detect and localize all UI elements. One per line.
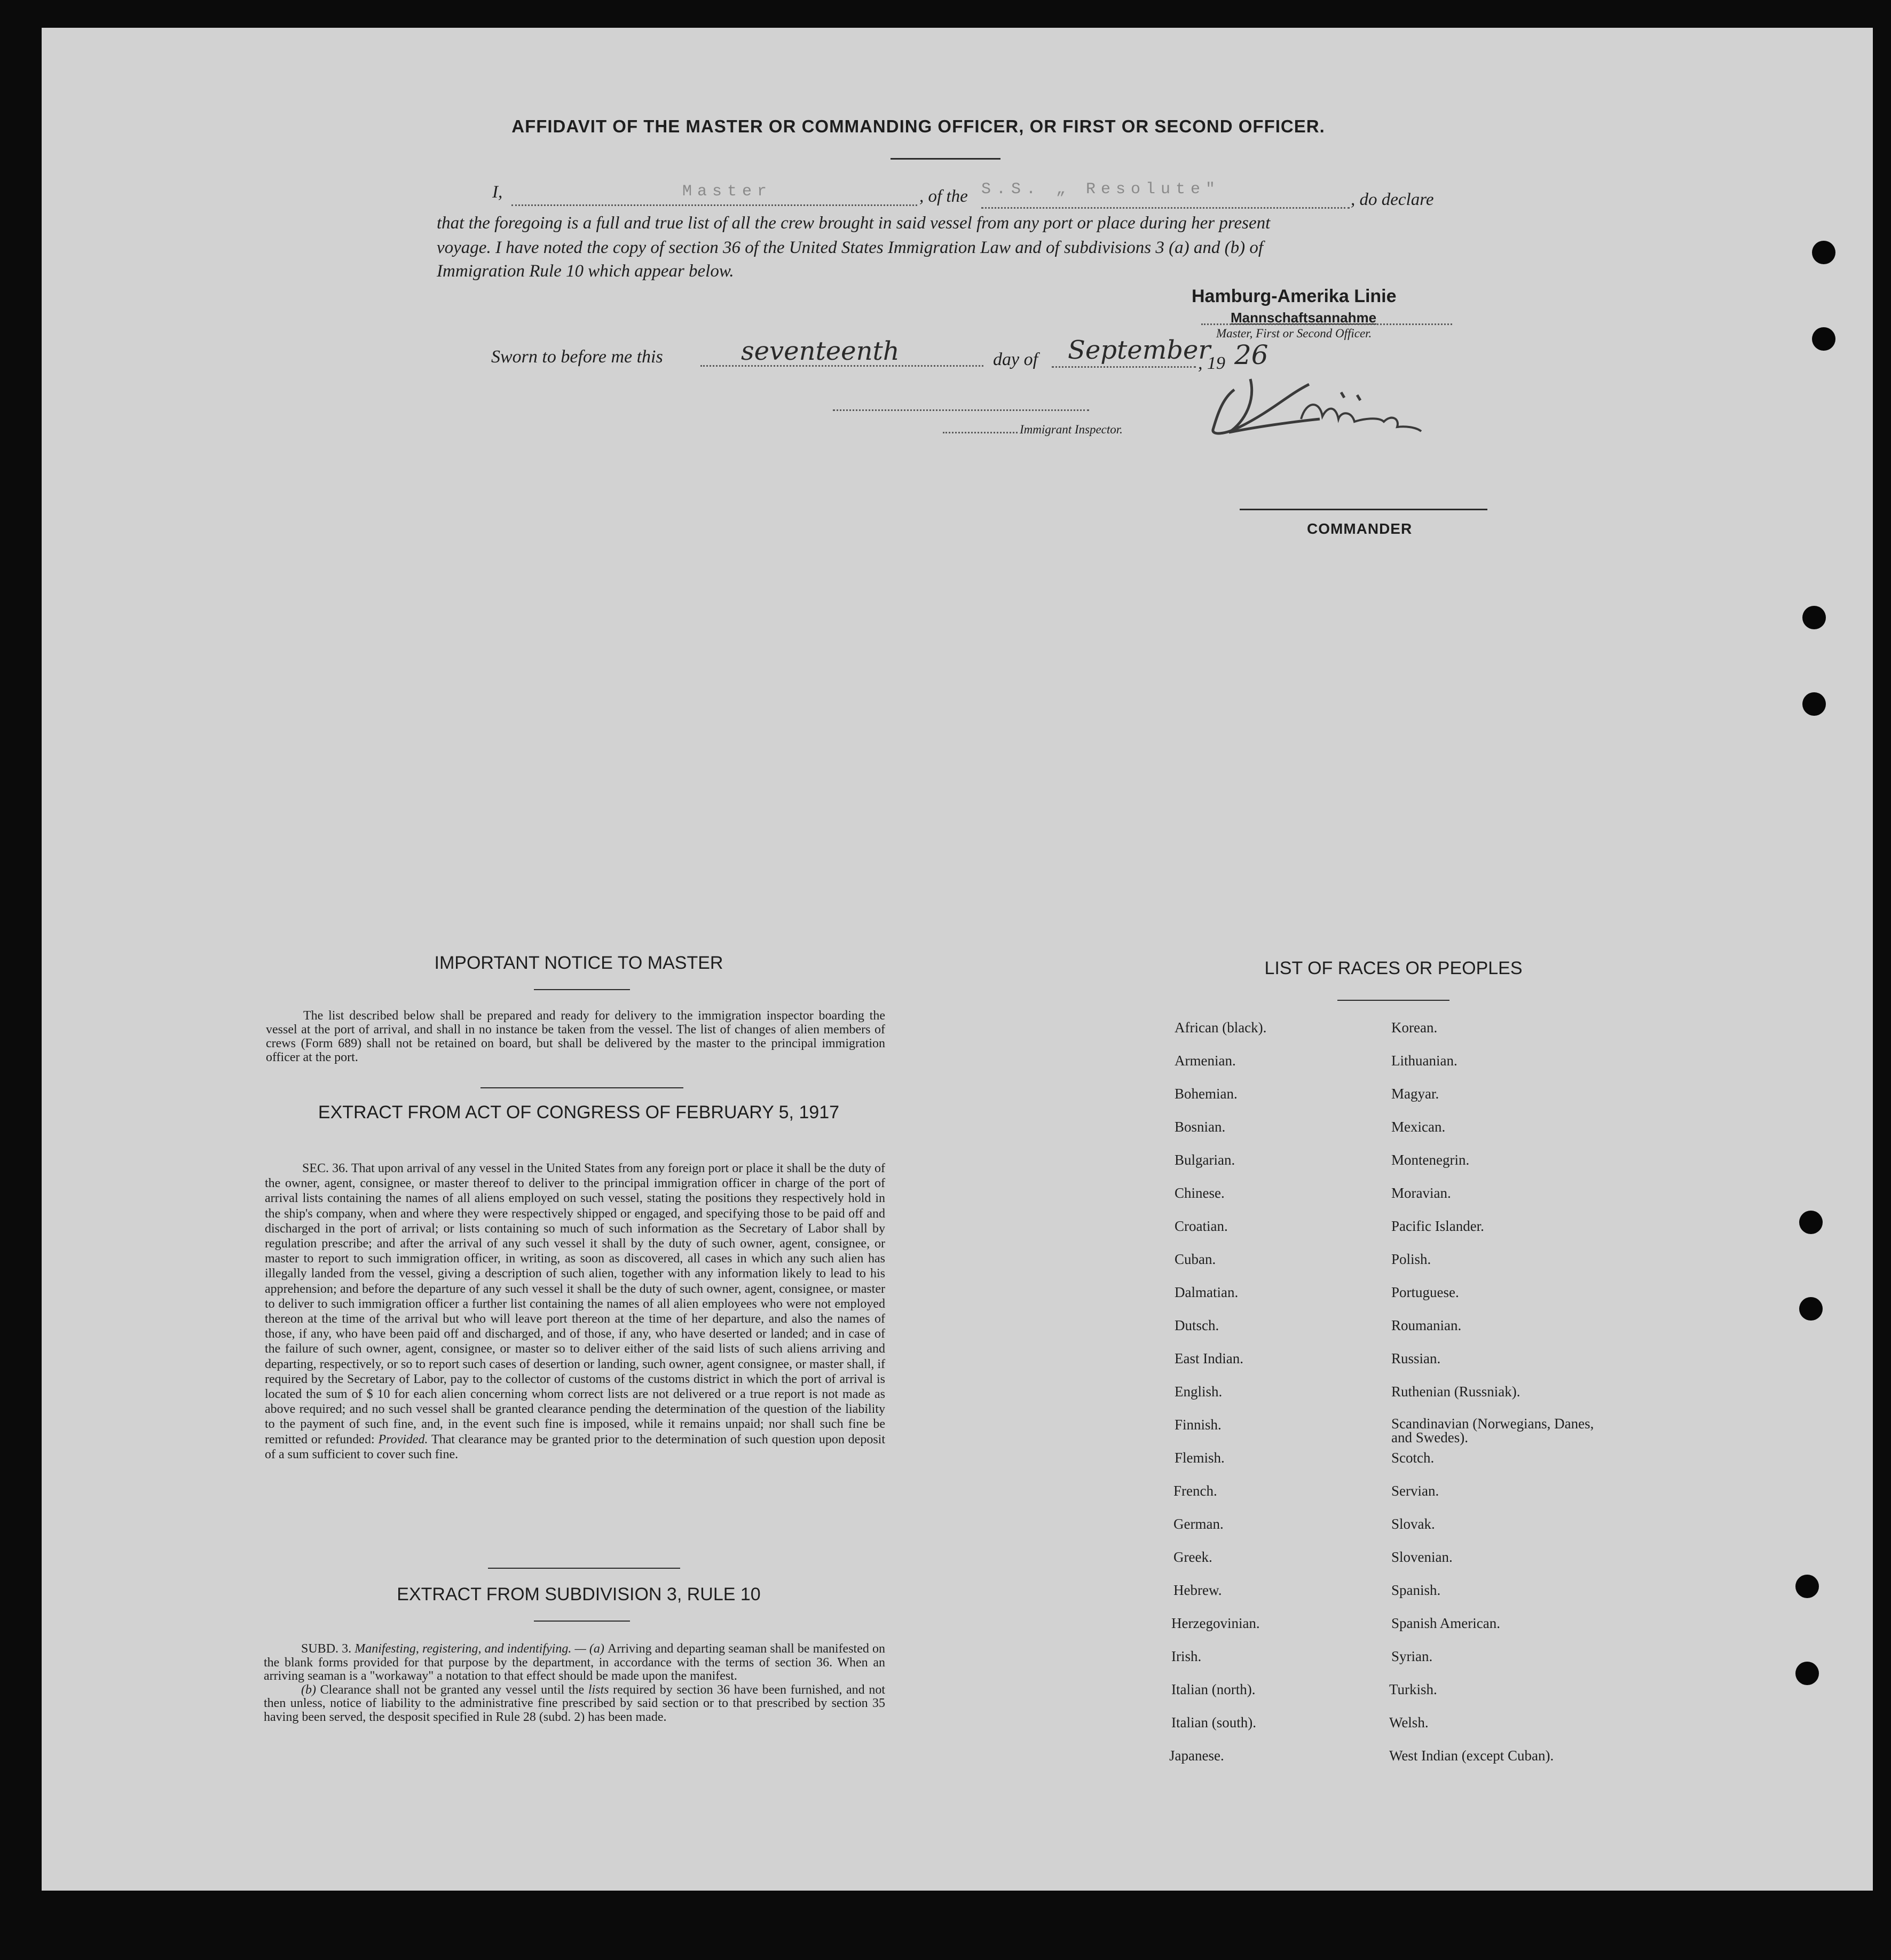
binder-hole bbox=[1812, 241, 1835, 264]
name-field-line bbox=[511, 204, 917, 206]
extract-act-text-end: That clearance may be granted prior to the determination of such question upon deposit of a sum sufficient to cover such fine. bbox=[265, 1432, 885, 1461]
race-item: Slovenian. bbox=[1391, 1549, 1453, 1565]
race-item: Roumanian. bbox=[1391, 1317, 1462, 1333]
subd-b-text: Clearance shall not be granted any vessel until the bbox=[320, 1682, 588, 1697]
race-item: African (black). bbox=[1175, 1019, 1267, 1036]
sworn-day-value: seventeenth bbox=[741, 336, 900, 366]
master-signature-line bbox=[1201, 323, 1452, 325]
extract-divider bbox=[488, 1568, 680, 1569]
race-item: Bulgarian. bbox=[1175, 1152, 1235, 1168]
race-item: Portuguese. bbox=[1391, 1284, 1459, 1300]
extract-act-body bbox=[265, 1161, 885, 1462]
affidavit-text-line-4: Immigration Rule 10 which appear below. bbox=[437, 262, 734, 281]
binder-hole bbox=[1802, 692, 1826, 716]
race-item: German. bbox=[1173, 1516, 1224, 1532]
races-column-1 bbox=[1169, 1019, 1267, 1781]
extract-rule-title-rule bbox=[534, 1621, 630, 1622]
race-item: Dalmatian. bbox=[1175, 1284, 1239, 1300]
race-item: Polish. bbox=[1391, 1251, 1431, 1267]
subd-a-text: Arriving and departing seaman shall be manifested on the blank forms provided for that purpose by the department, in accordance with the terms of section 36. When an arriving seaman is a "workaway" a notation to that effect should be made upon the manifest. bbox=[264, 1642, 885, 1683]
inspector-caption: Immigrant Inspector. bbox=[1020, 423, 1123, 436]
race-item: Slovak. bbox=[1391, 1516, 1435, 1532]
extract-act-title: EXTRACT FROM ACT OF CONGRESS OF FEBRUARY 5, 1917 bbox=[318, 1102, 840, 1123]
races-column-2 bbox=[1391, 1019, 1616, 1781]
race-item: Mexican. bbox=[1391, 1119, 1446, 1135]
race-item: Greek. bbox=[1173, 1549, 1212, 1565]
race-item: Japanese. bbox=[1169, 1748, 1224, 1764]
binder-hole bbox=[1795, 1662, 1819, 1685]
company-stamp-line-2: Mannschaftsannahme bbox=[1231, 310, 1377, 326]
extract-rule-body bbox=[264, 1642, 885, 1724]
race-item: Herzegovinian. bbox=[1171, 1615, 1260, 1631]
binder-hole bbox=[1799, 1297, 1823, 1321]
race-item: Welsh. bbox=[1389, 1714, 1429, 1730]
affidavit-text-line-3: voyage. I have noted the copy of section 36 of the United States Immigration Law and of subdivisions 3 (a) and (b) of bbox=[437, 238, 1264, 257]
race-item: Croatian. bbox=[1175, 1218, 1228, 1234]
binder-hole bbox=[1795, 1575, 1819, 1598]
races-title-rule bbox=[1337, 1000, 1449, 1001]
race-item: Armenian. bbox=[1175, 1053, 1236, 1069]
commander-signature-rule bbox=[1240, 509, 1487, 510]
vessel-field-line bbox=[981, 207, 1350, 209]
race-item: Magyar. bbox=[1391, 1086, 1439, 1102]
race-item: Servian. bbox=[1391, 1483, 1439, 1499]
race-item: Syrian. bbox=[1391, 1648, 1433, 1664]
master-caption: Master, First or Second Officer. bbox=[1216, 327, 1372, 340]
race-item: Spanish. bbox=[1391, 1582, 1441, 1598]
extract-act-text: SEC. 36. That upon arrival of any vessel in the United States from any foreign port or place it shall be the duty of the owner, agent, consignee, or master thereof to deliver to the principal immigration officer in charge of the port of arrival lists containing the names of all aliens employed on such vessel, stating the positions they respectively hold in the ship's company, when and where they were respectively shipped or engaged, and specifying those to be paid off and discharged in the port of arrival; or lists containing so much of such information as the Secretary of Labor shall by regulation prescribe; and after the arrival of any such vessel it shall by the duty of such owner, agent, consignee, or master to report to such immigration officer, in writing, as soon as discovered, all cases in which any such alien has illegally landed from the vessel, giving a description of such alien, together with any information likely to lead to his apprehension; and before the departure of any such vessel it shall be the duty of such owner, agent, consignee, or master to deliver to such immigration officer a further list containing the names of all alien employees who were not employed thereon at the time of the arrival but who will leave port thereon at the time of her departure, and also the names of those, if any, who have been paid off and discharged, and of those, if any, who have deserted or landed; and in case of the failure of such owner, agent, consignee, or master so to deliver either of the said lists of such aliens arriving and departing, respectively, or so to report such cases of desertion or landing, such owner, agent consignee, or master shall, if required by the Secretary of Labor, pay to the collector of customs of the customs district in which the port of arrival is located the sum of $ 10 for each alien concerning whom correct lists are not delivered or a true report is not made as above required; and no such vessel shall be granted clearance pending the determination of the question of the liability to the payment of such fine, and, in the event such fine is imposed, while it remains unpaid; nor shall such fine be remitted or refunded: bbox=[265, 1161, 885, 1447]
race-item: Irish. bbox=[1171, 1648, 1202, 1664]
subd-heading: Manifesting, registering, and indentifying. bbox=[354, 1642, 572, 1656]
binder-hole bbox=[1812, 327, 1835, 351]
race-item: Cuban. bbox=[1175, 1251, 1216, 1267]
binder-hole bbox=[1802, 606, 1826, 629]
sworn-month-value: September bbox=[1068, 335, 1211, 365]
race-item: Bohemian. bbox=[1175, 1086, 1238, 1102]
master-name-value: Master bbox=[682, 183, 773, 201]
sworn-month-line bbox=[1052, 366, 1196, 368]
race-item: Ruthenian (Russniak). bbox=[1391, 1384, 1520, 1400]
day-of-label: day of bbox=[993, 350, 1038, 369]
title-underline bbox=[891, 158, 1000, 160]
inspector-line bbox=[943, 432, 1018, 433]
race-item: Montenegrin. bbox=[1391, 1152, 1470, 1168]
subd-label: SUBD. 3. bbox=[301, 1642, 355, 1656]
binder-hole bbox=[1799, 1211, 1823, 1234]
commander-signature bbox=[1208, 368, 1432, 448]
race-item: East Indian. bbox=[1175, 1350, 1243, 1366]
race-item: Italian (north). bbox=[1171, 1681, 1256, 1697]
inspector-line-upper bbox=[833, 409, 1089, 411]
race-item: Russian. bbox=[1391, 1350, 1441, 1366]
sworn-label: Sworn to before me this bbox=[491, 347, 663, 367]
do-declare-label: , do declare bbox=[1351, 190, 1434, 209]
notice-body: The list described below shall be prepared and ready for delivery to the immigration inspector boarding the vessel at the port of arrival, and shall in no instance be taken from the vessel. The list of changes of alien members of crews (Form 689) shall not be retained on board, but shall be delivered by the master to the principal immigration officer at the port. bbox=[266, 1009, 885, 1064]
race-item: Finnish. bbox=[1175, 1417, 1222, 1433]
extract-rule-title: EXTRACT FROM SUBDIVISION 3, RULE 10 bbox=[397, 1584, 761, 1605]
race-item: Bosnian. bbox=[1175, 1119, 1226, 1135]
of-the-label: , of the bbox=[919, 187, 968, 206]
race-item: Flemish. bbox=[1175, 1450, 1225, 1466]
race-item: Moravian. bbox=[1391, 1185, 1451, 1201]
notice-divider bbox=[480, 1087, 683, 1088]
race-item: Scotch. bbox=[1391, 1450, 1435, 1466]
subd-b-lists: lists bbox=[588, 1682, 609, 1697]
subd-a-label: — (a) bbox=[571, 1642, 608, 1656]
race-item: Spanish American. bbox=[1391, 1615, 1500, 1631]
year-prefix: , 19 bbox=[1198, 353, 1225, 373]
race-item: Chinese. bbox=[1175, 1185, 1225, 1201]
race-item: Turkish. bbox=[1389, 1681, 1437, 1697]
race-item: Pacific Islander. bbox=[1391, 1218, 1484, 1234]
affidavit-title: AFFIDAVIT OF THE MASTER OR COMMANDING OFFICER, OR FIRST OR SECOND OFFICER. bbox=[511, 116, 1325, 136]
race-item: Scandinavian (Norwegians, Danes, and Swedes). bbox=[1391, 1416, 1594, 1445]
notice-title: IMPORTANT NOTICE TO MASTER bbox=[434, 953, 723, 973]
affidavit-i-label: I, bbox=[492, 183, 503, 202]
races-title: LIST OF RACES OR PEOPLES bbox=[1264, 958, 1523, 978]
race-item: Dutsch. bbox=[1175, 1317, 1219, 1333]
race-item: Italian (south). bbox=[1171, 1714, 1256, 1730]
race-item: West Indian (except Cuban). bbox=[1389, 1748, 1554, 1764]
company-stamp-line-1: Hamburg-Amerika Linie bbox=[1192, 286, 1397, 306]
race-item: Hebrew. bbox=[1173, 1582, 1222, 1598]
race-item: Korean. bbox=[1391, 1019, 1438, 1036]
vessel-name-value: S.S. „ Resolute" bbox=[981, 180, 1221, 199]
race-item: Lithuanian. bbox=[1391, 1053, 1457, 1069]
subd-b-text-end: required by section 36 have been furnished, and not then unless, notice of liability to the administrative fine prescribed by said section or to that prescribed by section 35 having been served, the desposit specified in Rule 28 (subd. 2) has been made. bbox=[264, 1682, 886, 1724]
commander-label: COMMANDER bbox=[1307, 520, 1413, 537]
subd-b-label: (b) bbox=[301, 1682, 320, 1697]
notice-title-rule bbox=[534, 989, 630, 990]
year-value: 26 bbox=[1234, 339, 1268, 370]
race-item: French. bbox=[1173, 1483, 1217, 1499]
race-item: English. bbox=[1175, 1384, 1223, 1400]
extract-act-provided: Provided. bbox=[378, 1432, 428, 1447]
affidavit-text-line-2: that the foregoing is a full and true list of all the crew brought in said vessel from any port or place during her present bbox=[437, 214, 1271, 233]
